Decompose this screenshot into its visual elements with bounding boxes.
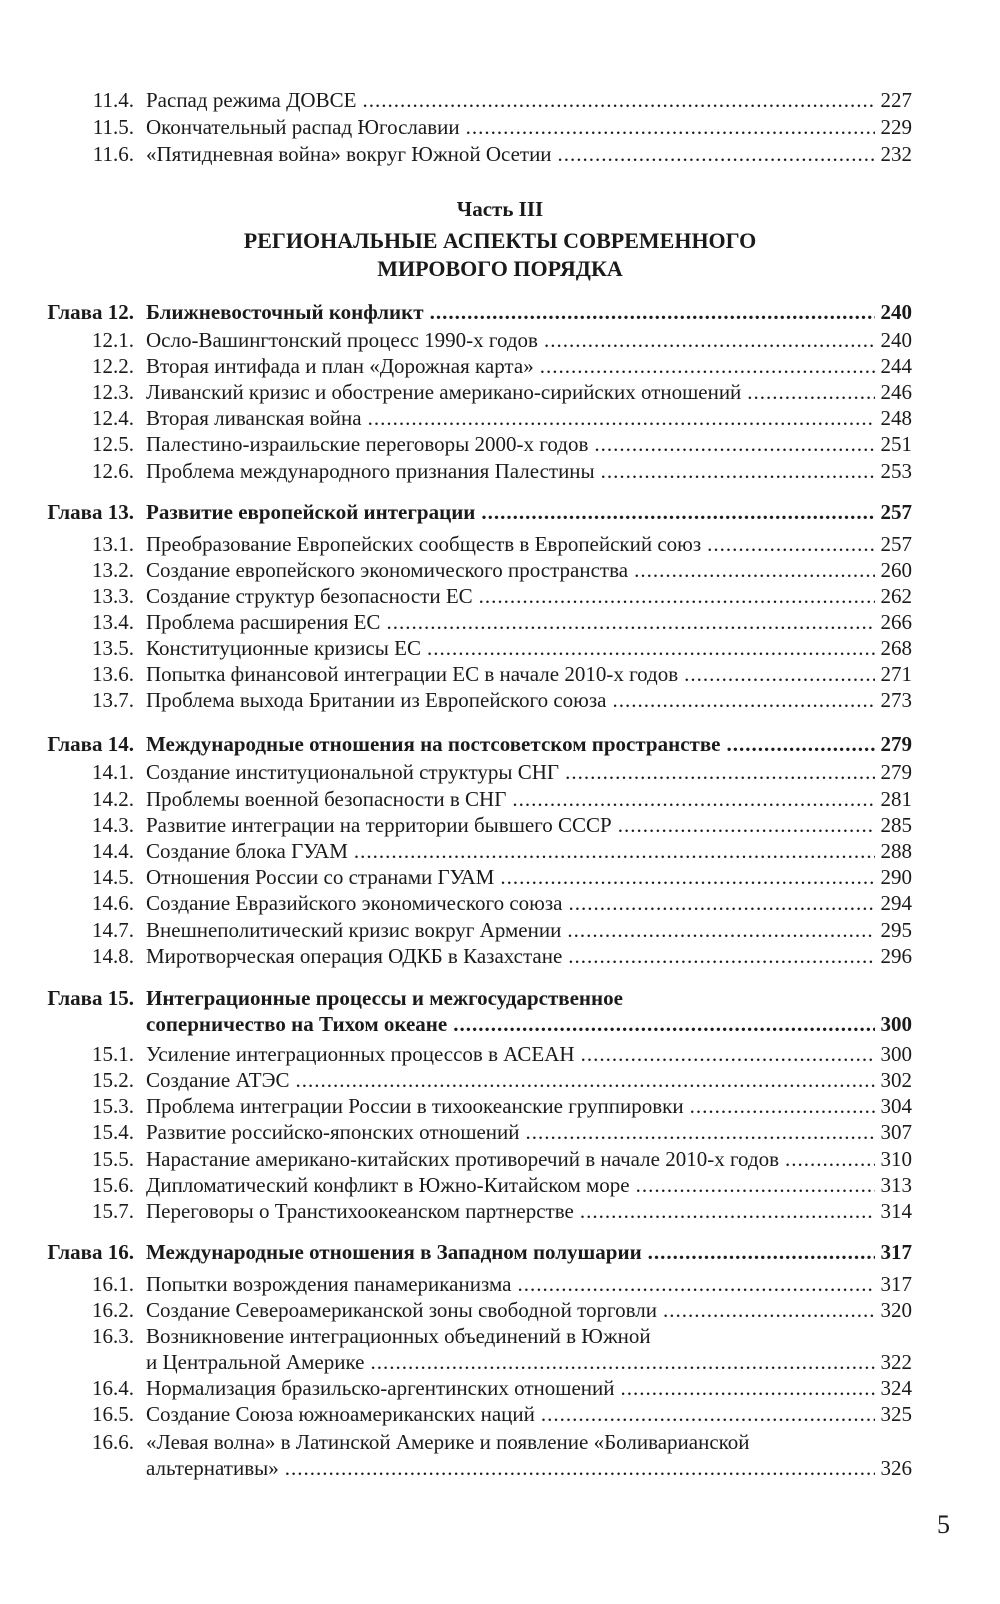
leader-dots bbox=[541, 1400, 875, 1428]
section-number: 14.7. bbox=[92, 918, 134, 942]
entry-text bbox=[146, 86, 912, 114]
section-row bbox=[0, 430, 1000, 458]
entry-text bbox=[146, 863, 912, 891]
section-number: 13.2. bbox=[92, 558, 134, 582]
entry-text bbox=[146, 608, 912, 636]
leader-dots bbox=[648, 1238, 875, 1266]
leader-dots bbox=[285, 1454, 875, 1482]
section-number: 16.6. bbox=[92, 1430, 134, 1454]
entry-title: Создание Евразийского экономического союза bbox=[146, 891, 563, 915]
chapter-number: Глава 14. bbox=[47, 732, 134, 756]
entry-title: Конституционные кризисы ЕС bbox=[146, 636, 421, 660]
section-row bbox=[0, 1171, 1000, 1199]
entry-title: Отношения России со странами ГУАМ bbox=[146, 865, 495, 889]
entry-text bbox=[146, 984, 912, 1012]
entry-title: Вторая интифада и план «Дорожная карта» bbox=[146, 354, 534, 378]
section-row bbox=[0, 457, 1000, 485]
section-number: 15.7. bbox=[92, 1199, 134, 1223]
section-row bbox=[0, 660, 1000, 688]
page-ref: 260 bbox=[880, 558, 912, 582]
entry-title: Попытка финансовой интеграции ЕС в начале 2010-х годов bbox=[146, 662, 679, 686]
entry-text bbox=[146, 352, 912, 380]
leader-dots bbox=[727, 730, 875, 758]
leader-dots bbox=[690, 1092, 875, 1120]
page-ref: 279 bbox=[880, 732, 912, 756]
entry-title: Нормализация бразильско-аргентинских отношений bbox=[146, 1376, 615, 1400]
section-row bbox=[0, 113, 1000, 141]
section-number: 16.4. bbox=[92, 1376, 134, 1400]
entry-text bbox=[146, 140, 912, 168]
page-ref: 325 bbox=[880, 1402, 912, 1426]
part-label: Часть III bbox=[456, 197, 544, 221]
leader-dots bbox=[481, 498, 874, 526]
leader-dots bbox=[684, 660, 874, 688]
page-ref: 310 bbox=[880, 1147, 912, 1171]
section-number: 14.5. bbox=[92, 865, 134, 889]
entry-title: Усиление интеграционных процессов в АСЕАН bbox=[146, 1042, 575, 1066]
entry-title: Международные отношения в Западном полушарии bbox=[146, 1240, 642, 1264]
entry-text bbox=[146, 1066, 912, 1094]
chapter-row bbox=[0, 1010, 1000, 1038]
section-number: 14.6. bbox=[92, 891, 134, 915]
entry-title: Миротворческая операция ОДКБ в Казахстане bbox=[146, 944, 563, 968]
entry-text bbox=[146, 1322, 912, 1350]
leader-dots bbox=[565, 758, 874, 786]
entry-text bbox=[146, 430, 912, 458]
page-ref: 295 bbox=[880, 918, 912, 942]
section-row bbox=[0, 556, 1000, 584]
page-ref: 300 bbox=[880, 1012, 912, 1036]
entry-title: Окончательный распад Югославии bbox=[146, 115, 460, 139]
section-number: 14.4. bbox=[92, 839, 134, 863]
section-row bbox=[0, 837, 1000, 865]
entry-text bbox=[146, 1374, 912, 1402]
page-ref: 290 bbox=[880, 865, 912, 889]
section-row bbox=[0, 404, 1000, 432]
section-row bbox=[0, 530, 1000, 558]
entry-text bbox=[146, 1400, 912, 1428]
section-number: 15.3. bbox=[92, 1094, 134, 1118]
entry-title: Создание блока ГУАМ bbox=[146, 839, 348, 863]
section-row bbox=[0, 1197, 1000, 1225]
section-number: 12.3. bbox=[92, 380, 134, 404]
leader-dots bbox=[453, 1010, 874, 1038]
page-ref: 304 bbox=[880, 1094, 912, 1118]
leader-dots bbox=[362, 86, 874, 114]
leader-dots bbox=[634, 556, 874, 584]
entry-title: Развитие интеграции на территории бывшего СССР bbox=[146, 813, 612, 837]
section-row bbox=[0, 1092, 1000, 1120]
section-row bbox=[0, 86, 1000, 114]
entry-text bbox=[146, 1454, 912, 1482]
section-row bbox=[0, 608, 1000, 636]
entry-title: Создание АТЭС bbox=[146, 1068, 290, 1092]
section-row bbox=[0, 1348, 1000, 1376]
page-ref: 300 bbox=[880, 1042, 912, 1066]
page-ref: 262 bbox=[880, 584, 912, 608]
leader-dots bbox=[296, 1066, 875, 1094]
entry-title: Ближневосточный конфликт bbox=[146, 300, 424, 324]
leader-dots bbox=[544, 326, 875, 354]
section-row bbox=[0, 326, 1000, 354]
section-row bbox=[0, 1428, 1000, 1456]
section-number: 16.1. bbox=[92, 1272, 134, 1296]
chapter-number: Глава 15. bbox=[47, 986, 134, 1010]
entry-title: «Пятидневная война» вокруг Южной Осетии bbox=[146, 142, 552, 166]
leader-dots bbox=[500, 863, 874, 891]
entry-title: Вторая ливанская война bbox=[146, 406, 362, 430]
entry-text bbox=[146, 1118, 912, 1146]
entry-text bbox=[146, 1040, 912, 1068]
section-row bbox=[0, 1296, 1000, 1324]
leader-dots bbox=[747, 378, 874, 406]
entry-title: Преобразование Европейских сообществ в Европейский союз bbox=[146, 532, 702, 556]
leader-dots bbox=[594, 430, 874, 458]
section-row bbox=[0, 942, 1000, 970]
entry-title: Попытки возрождения панамериканизма bbox=[146, 1272, 512, 1296]
entry-title: альтернативы» bbox=[146, 1456, 279, 1480]
leader-dots bbox=[567, 916, 874, 944]
leader-dots bbox=[568, 942, 874, 970]
leader-dots bbox=[386, 608, 874, 636]
section-row bbox=[0, 1145, 1000, 1173]
entry-text bbox=[146, 457, 912, 485]
section-number: 15.1. bbox=[92, 1042, 134, 1066]
section-row bbox=[0, 1454, 1000, 1482]
section-number: 16.2. bbox=[92, 1298, 134, 1322]
section-number: 14.2. bbox=[92, 787, 134, 811]
entry-text bbox=[146, 582, 912, 610]
entry-text bbox=[146, 326, 912, 354]
section-number: 16.3. bbox=[92, 1324, 134, 1348]
part-title: МИРОВОГО ПОРЯДКА bbox=[377, 256, 623, 281]
page-ref: 296 bbox=[880, 944, 912, 968]
entry-title: Осло-Вашингтонский процесс 1990-х годов bbox=[146, 328, 538, 352]
leader-dots bbox=[526, 1118, 875, 1146]
section-row bbox=[0, 863, 1000, 891]
entry-text bbox=[146, 785, 912, 813]
section-row bbox=[0, 1118, 1000, 1146]
page-ref: 320 bbox=[880, 1298, 912, 1322]
chapter-row bbox=[0, 1238, 1000, 1266]
page-ref: 232 bbox=[880, 142, 912, 166]
page-ref: 246 bbox=[880, 380, 912, 404]
page-ref: 322 bbox=[880, 1350, 912, 1374]
chapter-number: Глава 13. bbox=[47, 500, 134, 524]
entry-title: Проблема международного признания Палестины bbox=[146, 459, 595, 483]
section-number: 15.4. bbox=[92, 1120, 134, 1144]
page-ref: 294 bbox=[880, 891, 912, 915]
section-row bbox=[0, 1322, 1000, 1350]
entry-title: Дипломатический конфликт в Южно-Китайском море bbox=[146, 1173, 630, 1197]
page-ref: 240 bbox=[880, 300, 912, 324]
page-ref: 302 bbox=[880, 1068, 912, 1092]
section-number: 11.6. bbox=[92, 142, 134, 166]
page-ref: 317 bbox=[880, 1272, 912, 1296]
section-number: 15.6. bbox=[92, 1173, 134, 1197]
page-ref: 324 bbox=[880, 1376, 912, 1400]
section-row bbox=[0, 140, 1000, 168]
entry-text bbox=[146, 660, 912, 688]
section-number: 13.3. bbox=[92, 584, 134, 608]
chapter-row bbox=[0, 498, 1000, 526]
page-ref: 244 bbox=[880, 354, 912, 378]
entry-text bbox=[146, 298, 912, 326]
section-row bbox=[0, 1400, 1000, 1428]
section-number: 13.5. bbox=[92, 636, 134, 660]
entry-title: Проблема выхода Британии из Европейского союза bbox=[146, 688, 607, 712]
entry-title: Создание европейского экономического пространства bbox=[146, 558, 629, 582]
entry-title: Международные отношения на постсоветском пространстве bbox=[146, 732, 721, 756]
section-number: 13.6. bbox=[92, 662, 134, 686]
leader-dots bbox=[479, 582, 875, 610]
page-ref: 251 bbox=[880, 432, 912, 456]
section-number: 12.4. bbox=[92, 406, 134, 430]
entry-title: Переговоры о Транстихоокеанском партнерстве bbox=[146, 1199, 574, 1223]
entry-title: Проблема расширения ЕС bbox=[146, 610, 381, 634]
leader-dots bbox=[368, 404, 875, 432]
leader-dots bbox=[354, 837, 875, 865]
page-ref: 271 bbox=[880, 662, 912, 686]
page-ref: 253 bbox=[880, 459, 912, 483]
entry-title-line: Возникновение интеграционных объединений в Южной bbox=[146, 1324, 651, 1348]
section-row bbox=[0, 811, 1000, 839]
entry-title: Распад режима ДОВСЕ bbox=[146, 88, 357, 112]
page-ref: 257 bbox=[880, 532, 912, 556]
chapter-number: Глава 16. bbox=[47, 1240, 134, 1264]
section-row bbox=[0, 686, 1000, 714]
section-number: 13.4. bbox=[92, 610, 134, 634]
section-row bbox=[0, 1374, 1000, 1402]
entry-text bbox=[146, 556, 912, 584]
section-row bbox=[0, 378, 1000, 406]
page-ref: 229 bbox=[880, 115, 912, 139]
chapter-row bbox=[0, 730, 1000, 758]
entry-title: Развитие европейской интеграции bbox=[146, 500, 476, 524]
entry-text bbox=[146, 889, 912, 917]
entry-text bbox=[146, 730, 912, 758]
entry-title: Ливанский кризис и обострение американо-сирийских отношений bbox=[146, 380, 742, 404]
leader-dots bbox=[663, 1296, 875, 1324]
page-ref: 317 bbox=[880, 1240, 912, 1264]
entry-text bbox=[146, 1428, 912, 1456]
entry-title: Палестино-израильские переговоры 2000-х годов bbox=[146, 432, 589, 456]
leader-dots bbox=[636, 1171, 875, 1199]
leader-dots bbox=[601, 457, 875, 485]
entry-text bbox=[146, 498, 912, 526]
page-ref: 307 bbox=[880, 1120, 912, 1144]
section-number: 12.5. bbox=[92, 432, 134, 456]
section-number: 12.6. bbox=[92, 459, 134, 483]
entry-title-line: «Левая волна» в Латинской Америке и появление «Боливарианской bbox=[146, 1430, 750, 1454]
section-number: 11.5. bbox=[92, 115, 134, 139]
entry-text bbox=[146, 1145, 912, 1173]
page-ref: 314 bbox=[880, 1199, 912, 1223]
section-number: 14.8. bbox=[92, 944, 134, 968]
entry-title: Создание структур безопасности ЕС bbox=[146, 584, 473, 608]
entry-title: Проблема интеграции России в тихоокеанские группировки bbox=[146, 1094, 684, 1118]
leader-dots bbox=[370, 1348, 874, 1376]
page-ref: 268 bbox=[880, 636, 912, 660]
page-ref: 257 bbox=[880, 500, 912, 524]
entry-text bbox=[146, 113, 912, 141]
page-number: 5 bbox=[937, 1510, 950, 1539]
leader-dots bbox=[427, 634, 875, 662]
section-number: 15.5. bbox=[92, 1147, 134, 1171]
entry-text bbox=[146, 1238, 912, 1266]
chapter-row bbox=[0, 298, 1000, 326]
section-number: 13.1. bbox=[92, 532, 134, 556]
page-ref: 326 bbox=[880, 1456, 912, 1480]
leader-dots bbox=[618, 811, 875, 839]
leader-dots bbox=[580, 1197, 875, 1225]
entry-title: Создание Североамериканской зоны свободной торговли bbox=[146, 1298, 657, 1322]
entry-text bbox=[146, 404, 912, 432]
leader-dots bbox=[581, 1040, 875, 1068]
leader-dots bbox=[512, 785, 874, 813]
leader-dots bbox=[612, 686, 874, 714]
part-title: РЕГИОНАЛЬНЫЕ АСПЕКТЫ СОВРЕМЕННОГО bbox=[243, 228, 757, 253]
section-row bbox=[0, 758, 1000, 786]
entry-text bbox=[146, 916, 912, 944]
leader-dots bbox=[540, 352, 875, 380]
entry-text bbox=[146, 1270, 912, 1298]
entry-text bbox=[146, 1092, 912, 1120]
leader-dots bbox=[517, 1270, 874, 1298]
entry-title: соперничество на Тихом океане bbox=[146, 1012, 448, 1036]
leader-dots bbox=[621, 1374, 875, 1402]
page-ref: 285 bbox=[880, 813, 912, 837]
entry-text bbox=[146, 1171, 912, 1199]
entry-text bbox=[146, 942, 912, 970]
entry-title: Развитие российско-японских отношений bbox=[146, 1120, 520, 1144]
page-ref: 281 bbox=[880, 787, 912, 811]
page-ref: 279 bbox=[880, 760, 912, 784]
leader-dots bbox=[430, 298, 875, 326]
entry-title: Внешнеполитический кризис вокруг Армении bbox=[146, 918, 562, 942]
page-ref: 273 bbox=[880, 688, 912, 712]
entry-title-line: Интеграционные процессы и межгосударственное bbox=[146, 986, 623, 1010]
page-ref: 313 bbox=[880, 1173, 912, 1197]
chapter-row bbox=[0, 984, 1000, 1012]
section-number: 14.3. bbox=[92, 813, 134, 837]
leader-dots bbox=[466, 113, 875, 141]
section-row bbox=[0, 1040, 1000, 1068]
section-number: 12.1. bbox=[92, 328, 134, 352]
entry-title: Создание институциональной структуры СНГ bbox=[146, 760, 560, 784]
section-number: 13.7. bbox=[92, 688, 134, 712]
section-number: 16.5. bbox=[92, 1402, 134, 1426]
chapter-number: Глава 12. bbox=[47, 300, 134, 324]
section-row bbox=[0, 916, 1000, 944]
section-number: 15.2. bbox=[92, 1068, 134, 1092]
entry-title: Создание Союза южноамериканских наций bbox=[146, 1402, 535, 1426]
page-ref: 227 bbox=[880, 88, 912, 112]
section-row bbox=[0, 582, 1000, 610]
section-row bbox=[0, 634, 1000, 662]
leader-dots bbox=[785, 1145, 874, 1173]
page-ref: 240 bbox=[880, 328, 912, 352]
section-row bbox=[0, 1066, 1000, 1094]
section-row bbox=[0, 889, 1000, 917]
entry-title: Проблемы военной безопасности в СНГ bbox=[146, 787, 507, 811]
entry-text bbox=[146, 758, 912, 786]
entry-title: и Центральной Америке bbox=[146, 1350, 365, 1374]
leader-dots bbox=[568, 889, 874, 917]
section-row bbox=[0, 352, 1000, 380]
page-ref: 266 bbox=[880, 610, 912, 634]
entry-text bbox=[146, 1348, 912, 1376]
entry-text bbox=[146, 530, 912, 558]
entry-text bbox=[146, 1197, 912, 1225]
entry-title: Нарастание американо-китайских противоречий в начале 2010-х годов bbox=[146, 1147, 780, 1171]
entry-text bbox=[146, 1296, 912, 1324]
section-number: 11.4. bbox=[92, 88, 134, 112]
page-ref: 248 bbox=[880, 406, 912, 430]
leader-dots bbox=[558, 140, 875, 168]
section-row bbox=[0, 1270, 1000, 1298]
entry-text bbox=[146, 837, 912, 865]
entry-text bbox=[146, 1010, 912, 1038]
page-ref: 288 bbox=[880, 839, 912, 863]
entry-text bbox=[146, 811, 912, 839]
section-row bbox=[0, 785, 1000, 813]
leader-dots bbox=[707, 530, 874, 558]
entry-text bbox=[146, 378, 912, 406]
section-number: 12.2. bbox=[92, 354, 134, 378]
entry-text bbox=[146, 686, 912, 714]
entry-text bbox=[146, 634, 912, 662]
section-number: 14.1. bbox=[92, 760, 134, 784]
